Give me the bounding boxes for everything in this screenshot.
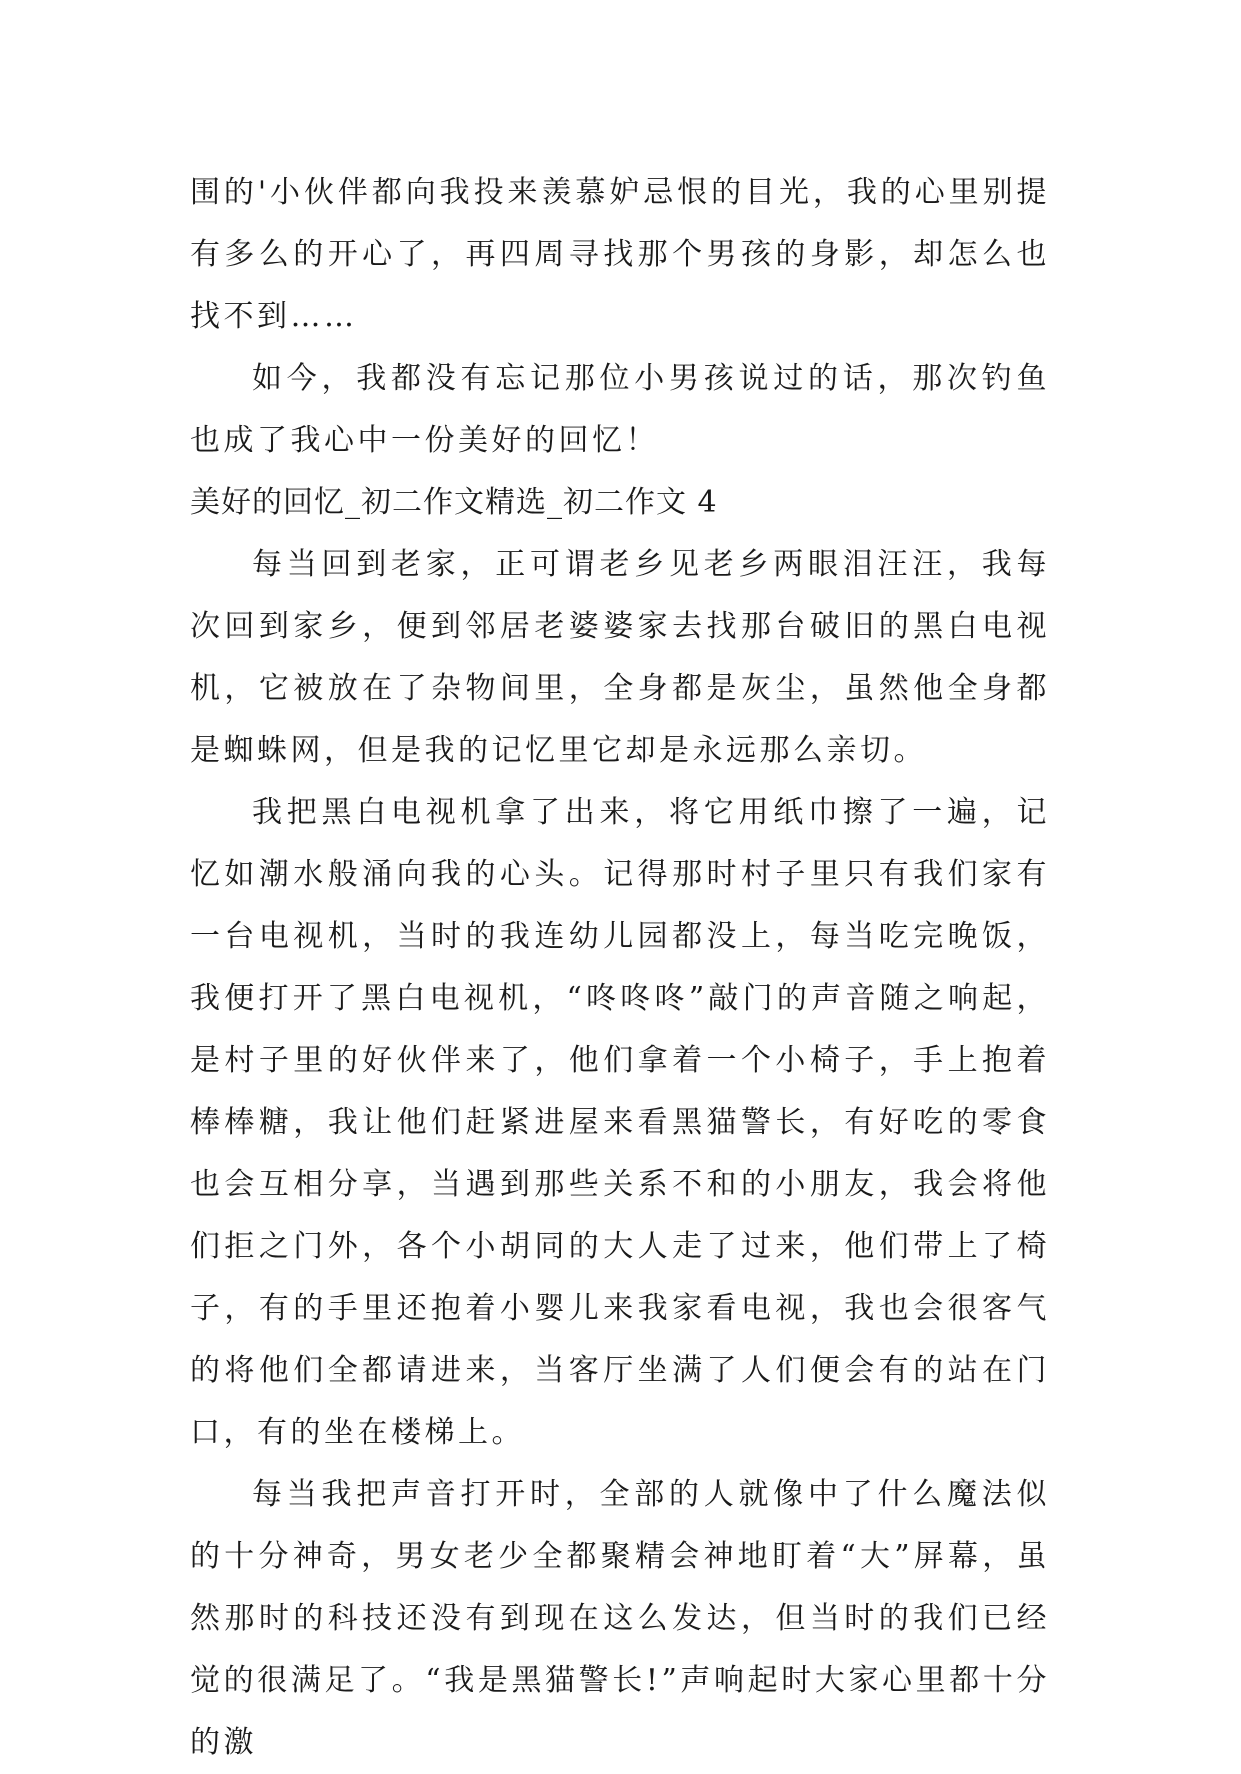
essay-heading: 美好的回忆_初二作文精选_初二作文 4: [190, 485, 718, 520]
paragraph-continuation: 围的'小伙伴都向我投来羡慕妒忌恨的目光，我的心里别提有多么的开心了，再四周寻找那个男孩的身影，却怎么也找不到……: [190, 175, 1050, 334]
paragraph-hometown: 每当回到老家，正可谓老乡见老乡两眼泪汪汪，我每次回到家乡，便到邻居老婆婆家去找那台破旧的黑白电视机，它被放在了杂物间里，全身都是灰尘，虽然他全身都是蜘蛛网，但是我的记忆里它却是永远那么亲切。: [190, 547, 1050, 768]
paragraph-memory: 如今，我都没有忘记那位小男孩说过的话，那次钓鱼也成了我心中一份美好的回忆！: [190, 361, 1050, 458]
paragraph-television: 我把黑白电视机拿了出来，将它用纸巾擦了一遍，记忆如潮水般涌向我的心头。记得那时村子里只有我们家有一台电视机，当时的我连幼儿园都没上，每当吃完晚饭，我便打开了黑白电视机，“咚咚咚”敲门的声音随之响起，是村子里的好伙伴来了，他们拿着一个小椅子，手上抱着棒棒糖，我让他们赶紧进屋来看黑猫警长，有好吃的零食也会互相分享，当遇到那些关系不和的小朋友，我会将他们拒之门外，各个小胡同的大人走了过来，他们带上了椅子，有的手里还抱着小婴儿来我家看电视，我也会很客气的将他们全都请进来，当客厅坐满了人们便会有的站在门口，有的坐在楼梯上。: [190, 795, 1050, 1450]
document-page: [190, 162, 1050, 1774]
paragraph-black-cat: 每当我把声音打开时，全部的人就像中了什么魔法似的十分神奇，男女老少全都聚精会神地盯着“大”屏幕，虽然那时的科技还没有到现在这么发达，但当时的我们已经觉的很满足了。“我是黑猫警长!”声响起时大家心里都十分的激: [190, 1477, 1050, 1760]
